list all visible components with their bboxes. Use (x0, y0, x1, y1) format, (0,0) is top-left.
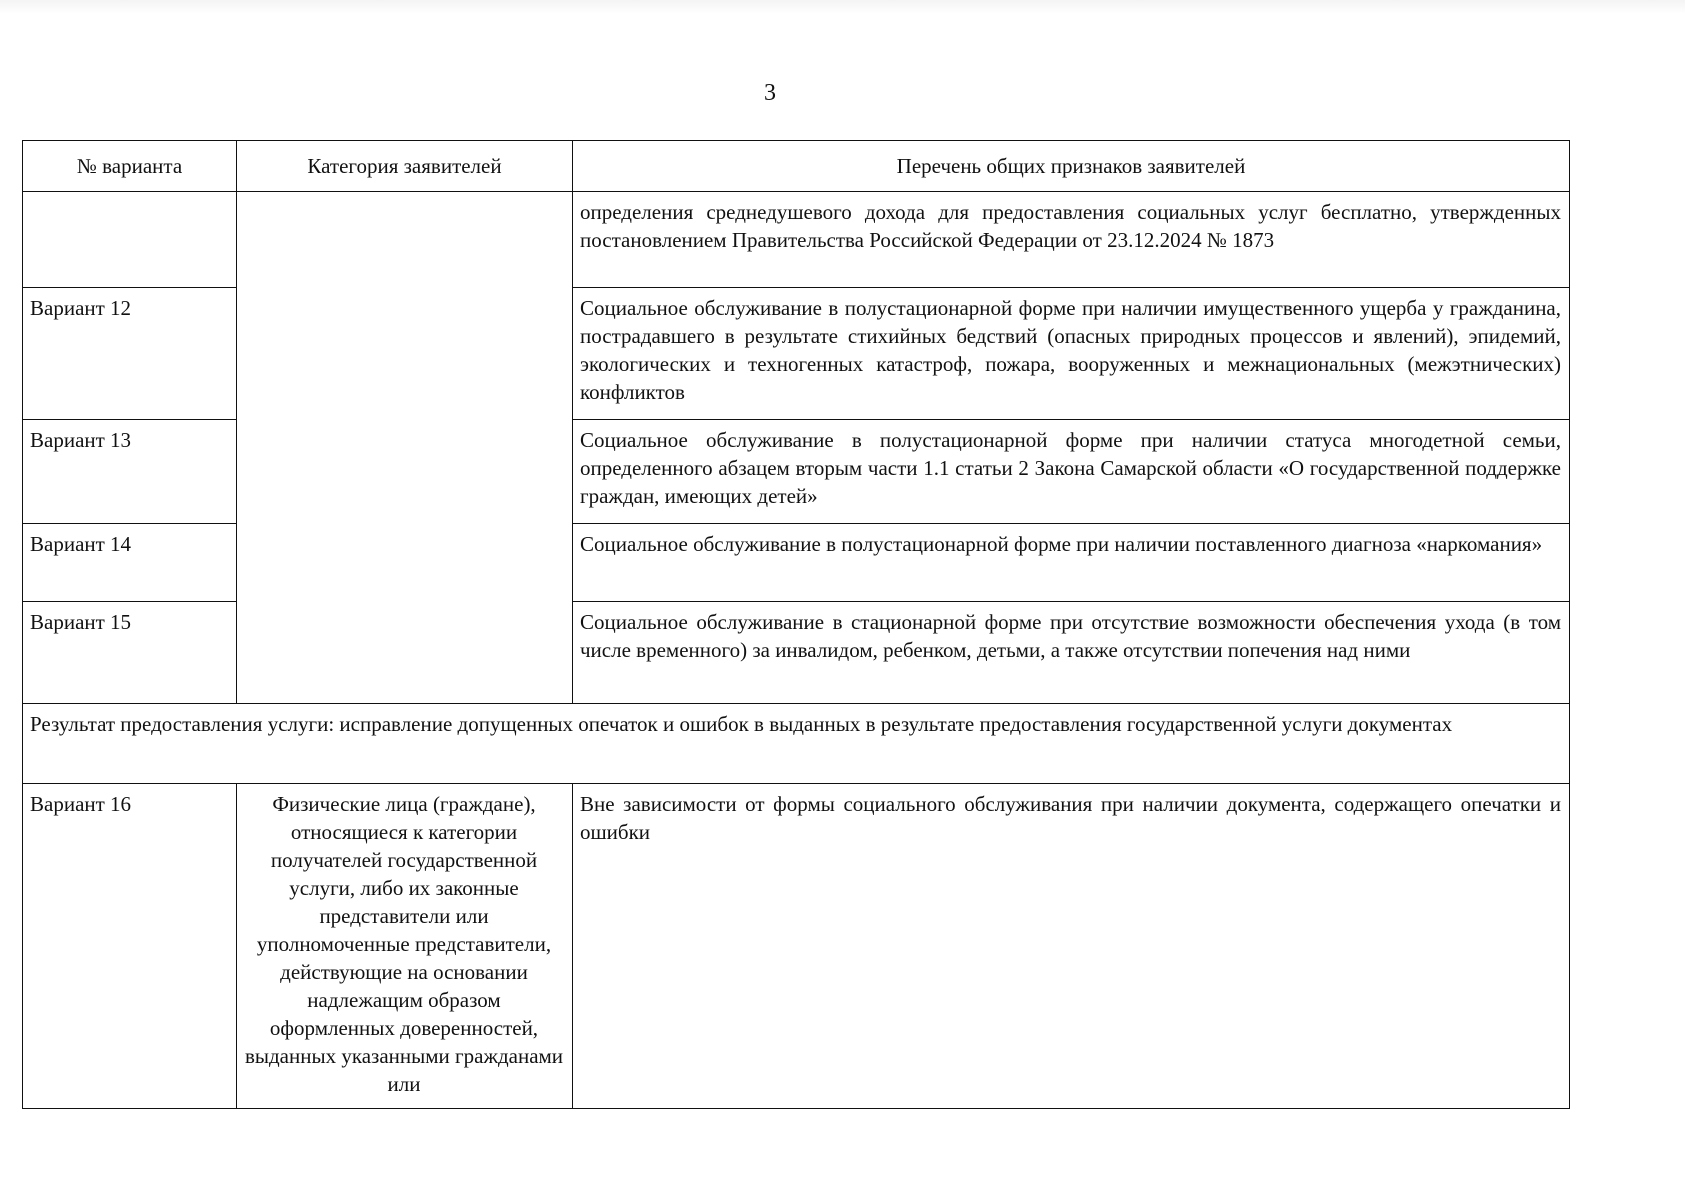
variant-cell: Вариант 16 (23, 784, 237, 1109)
features-cell: определения среднедушевого дохода для предоставления социальных услуг бесплатно, утвержденных постановлением Правительства Российской Федерации от 23.12.2024 № 1873 (573, 192, 1570, 288)
features-cell: Социальное обслуживание в полустационарной форме при наличии поставленного диагноза «наркомания» (573, 524, 1570, 602)
variants-table (22, 140, 1570, 1109)
table-row (23, 784, 1570, 1109)
header-applicant-features: Перечень общих признаков заявителей (573, 141, 1570, 192)
result-row (23, 704, 1570, 784)
header-applicant-category: Категория заявителей (237, 141, 573, 192)
category-cell: Физические лица (граждане), относящиеся к категории получателей государственной услуги, либо их законные представители или уполномоченные представители, действующие на основании надлежащим образом оформленных доверенностей, выданных указанными гражданами или (237, 784, 573, 1109)
variant-cell (23, 192, 237, 288)
variant-cell: Вариант 12 (23, 288, 237, 420)
header-variant-number: № варианта (23, 141, 237, 192)
category-cell-empty (237, 192, 573, 704)
result-cell: Результат предоставления услуги: исправление допущенных опечаток и ошибок в выданных в результате предоставления государственной услуги документах (23, 704, 1570, 784)
features-cell: Социальное обслуживание в полустационарной форме при наличии имущественного ущерба у гражданина, пострадавшего в результате стихийных бедствий (опасных природных процессов и явлений), эпидемий, экологических и техногенных катастроф, пожара, вооруженных и межнациональных (межэтнических) конфликтов (573, 288, 1570, 420)
variant-cell: Вариант 13 (23, 420, 237, 524)
variant-cell: Вариант 14 (23, 524, 237, 602)
features-cell: Вне зависимости от формы социального обслуживания при наличии документа, содержащего опечатки и ошибки (573, 784, 1570, 1109)
features-cell: Социальное обслуживание в полустационарной форме при наличии статуса многодетной семьи, определенного абзацем вторым части 1.1 статьи 2 Закона Самарской области «О государственной поддержке граждан, имеющих детей» (573, 420, 1570, 524)
table-row (23, 192, 1570, 288)
page-number: 3 (764, 80, 776, 106)
table-header-row (23, 141, 1570, 192)
scan-edge (0, 0, 1685, 14)
variant-cell: Вариант 15 (23, 602, 237, 704)
features-cell: Социальное обслуживание в стационарной форме при отсутствие возможности обеспечения ухода (в том числе временного) за инвалидом, ребенком, детьми, а также отсутствии попечения над ними (573, 602, 1570, 704)
